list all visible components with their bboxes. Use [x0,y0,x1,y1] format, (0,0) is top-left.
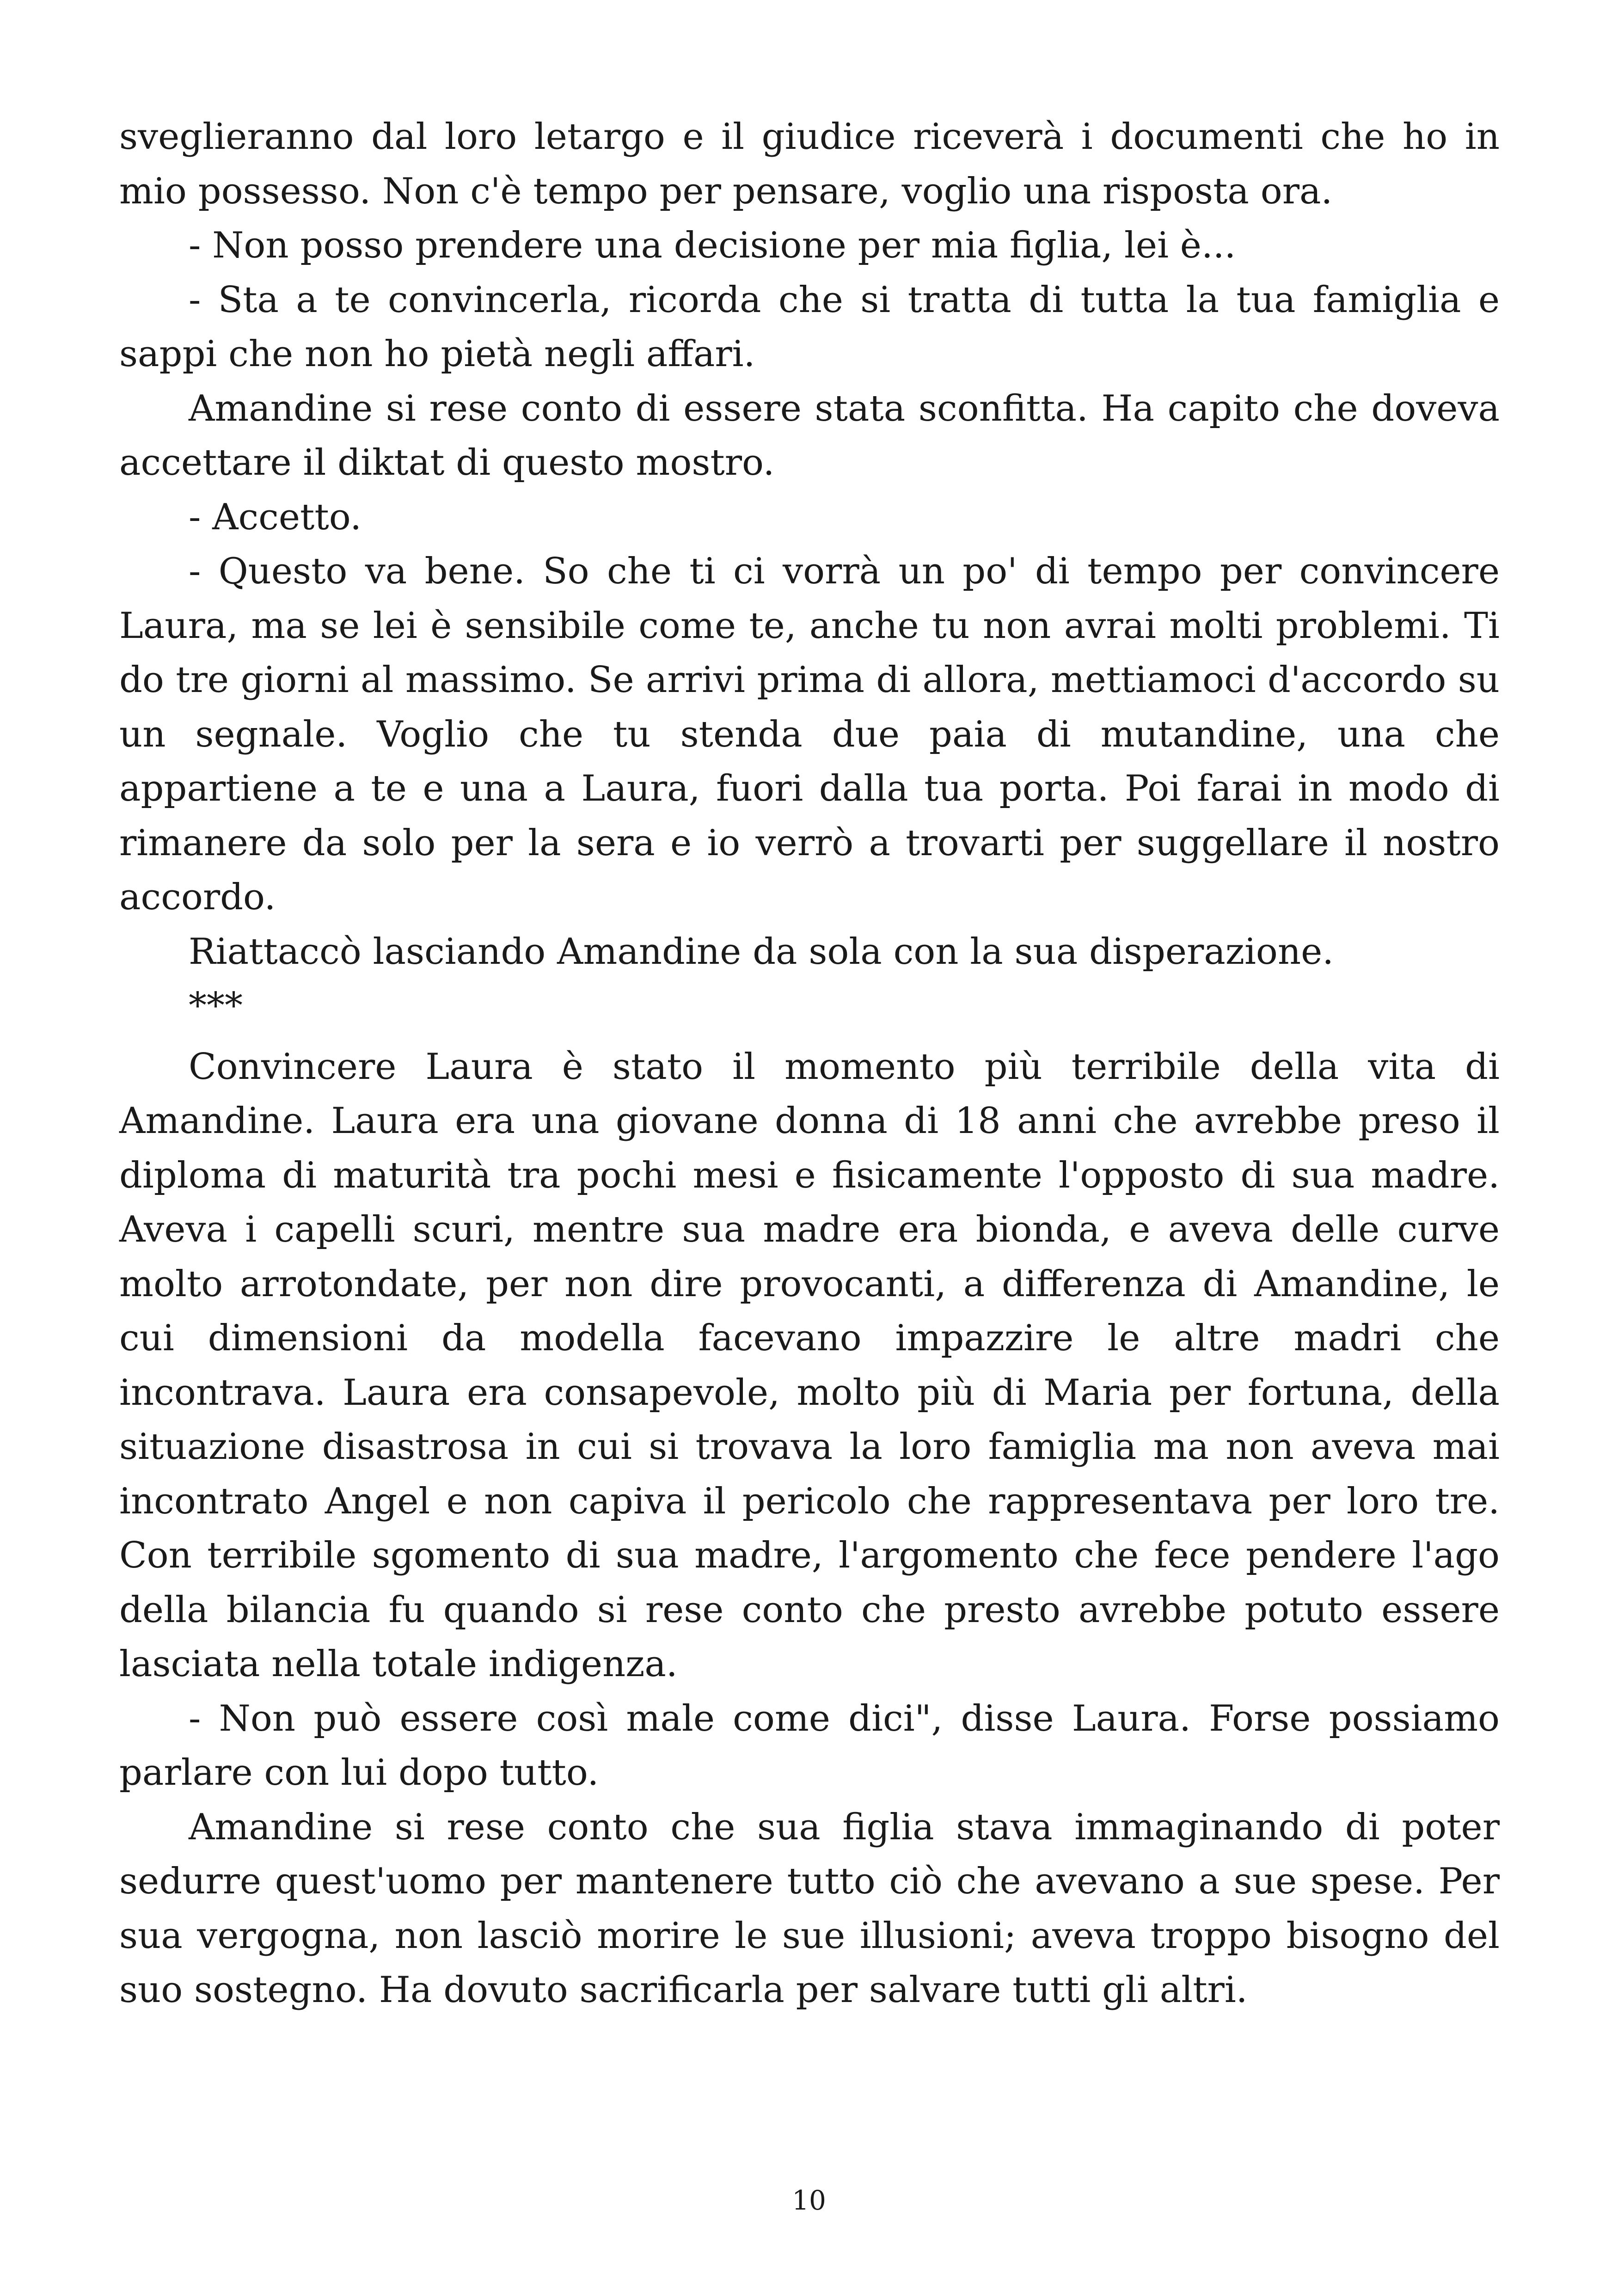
section-separator: *** [189,985,243,1027]
page-number: 10 [792,2185,826,2216]
paragraph-7: Riattaccò lasciando Amandine da sola con la sua disperazione. [189,931,1334,973]
paragraph-1: sveglieranno dal loro letargo e il giudice riceverà i documenti che ho in mio possesso. Non c'è tempo per pensare, voglio una risposta ora. [119,116,1500,212]
paragraph-9: - Non può essere così male come dici", disse Laura. Forse possiamo parlare con lui dopo tutto. [119,1697,1500,1794]
paragraph-6: - Questo va bene. So che ti ci vorrà un po' di tempo per convincere Laura, ma se lei è sensibile come te, anche tu non avrai molti problemi. Ti do tre giorni al massimo. Se arrivi prima di allora, mettiamoci d'accordo su un segnale. Voglio che tu stenda due paia di mutandine, una che appartiene a te e una a Laura, fuori dalla tua porta. Poi farai in modo di rimanere da solo per la sera e io verrò a trovarti per suggellare il nostro accordo. [119,551,1500,918]
paragraph-10: Amandine si rese conto che sua figlia stava immaginando di poter sedurre quest'uomo per mantenere tutto ciò che avevano a sue spese. Per sua vergogna, non lasciò morire le sue illusioni; aveva troppo bisogno del suo sostegno. Ha dovuto sacrificarla per salvare tutti gli altri. [119,1806,1500,2011]
paragraph-8: Convincere Laura è stato il momento più terribile della vita di Amandine. Laura era una giovane donna di 18 anni che avrebbe preso il diploma di maturità tra pochi mesi e fisicamente l'opposto di sua madre. Aveva i capelli scuri, mentre sua madre era bionda, e aveva delle curve molto arrotondate, per non dire provocanti, a differenza di Amandine, le cui dimensioni da modella facevano impazzire le altre madri che incontrava. Laura era consapevole, molto più di Maria per fortuna, della situazione disastrosa in cui si trovava la loro famiglia ma non aveva mai incontrato Angel e non capiva il pericolo che rappresentava per loro tre. Con terribile sgomento di sua madre, l'argomento che fece pendere l'ago della bilancia fu quando si rese conto che presto avrebbe potuto essere lasciata nella totale indigenza. [119,1046,1500,1685]
page-body [119,110,1500,2018]
paragraph-2: - Non posso prendere una decisione per mia figlia, lei è... [189,225,1236,266]
paragraph-5: - Accetto. [189,496,362,538]
paragraph-4: Amandine si rese conto di essere stata sconfitta. Ha capito che doveva accettare il diktat di questo mostro. [119,387,1500,484]
paragraph-3: - Sta a te convincerla, ricorda che si tratta di tutta la tua famiglia e sappi che non ho pietà negli affari. [119,279,1500,375]
